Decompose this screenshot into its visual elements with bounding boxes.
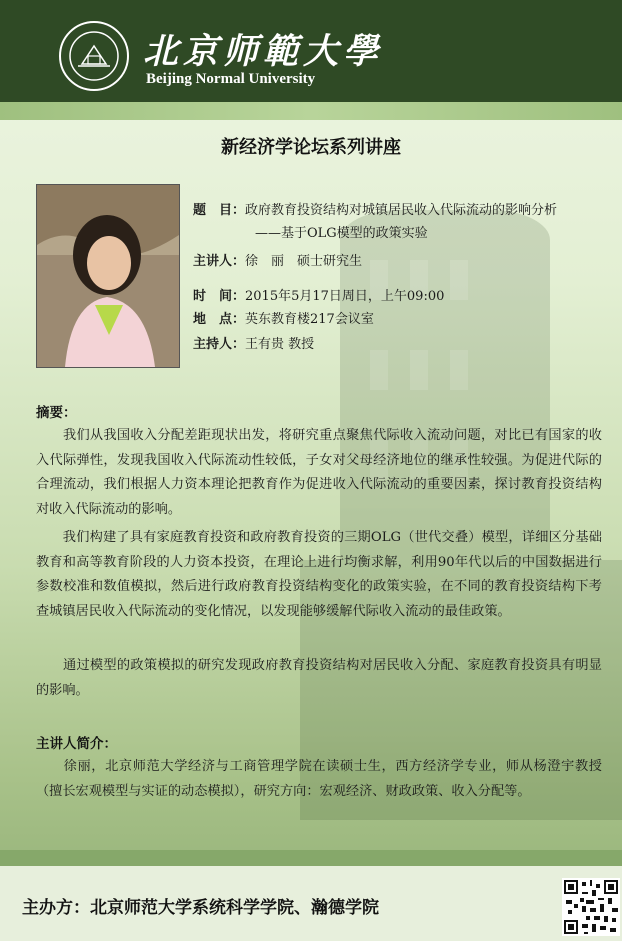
university-name-en: Beijing Normal University xyxy=(146,71,316,87)
speaker-row xyxy=(193,250,362,269)
lecture-series-title: 新经济学论坛系列讲座 xyxy=(221,137,401,158)
time-row xyxy=(193,285,444,304)
bio-heading: 主讲人简介： xyxy=(36,736,117,752)
speaker-value: 徐 丽 硕士研究生 xyxy=(245,254,363,269)
organizer-text: 主办方：北京师范大学系统科学学院、瀚德学院 xyxy=(22,898,379,918)
host-label: 主持人： xyxy=(193,337,246,352)
speaker-photo-image xyxy=(37,185,179,367)
topic-row xyxy=(193,199,557,218)
speaker-photo xyxy=(36,184,180,368)
speaker-label: 主讲人： xyxy=(193,254,246,269)
abstract-paragraph-3: 通过模型的政策模拟的研究发现政府教育投资结构对居民收入分配、家庭教育投资具有明显的影响。 xyxy=(36,658,602,698)
abstract-paragraph-1: 我们从我国收入分配差距现状出发，将研究重点聚焦代际收入流动问题，对比已有国家的收入代际弹性，发现我国收入代际流动性较低，子女对父母经济地位的继承性较强。为促进代际的合理流动，我们根据人力资本理论把教育作为促进收入代际流动的重要因素，探讨教育投资结构对收入代际流动的影响。 xyxy=(36,428,602,517)
host-row xyxy=(193,333,314,352)
place-value: 英东教育楼217会议室 xyxy=(245,312,374,327)
topic-value: 政府教育投资结构对城镇居民收入代际流动的影响分析 xyxy=(245,203,558,218)
abstract-paragraph-2: 我们构建了具有家庭教育投资和政府教育投资的三期OLG（世代交叠）模型，详细区分基础教育和高等教育阶段的人力资本投资，在理论上进行均衡求解，利用90年代以后的中国数据进行参数校准和数值模拟，然后进行政府教育投资结构变化的政策实验，在不同的教育投资结构下考查城镇居民收入代际流动的变化情况，以发现能够缓解代际收入流动的最佳政策。 xyxy=(36,530,602,619)
abstract-heading: 摘要： xyxy=(36,405,77,421)
header-accent-band xyxy=(0,102,622,120)
host-value: 王有贵 教授 xyxy=(245,337,315,352)
topic-label: 题 目： xyxy=(193,203,246,218)
qr-code xyxy=(562,878,620,936)
footer-accent-band xyxy=(0,850,622,866)
time-label: 时 间： xyxy=(193,289,246,304)
place-row xyxy=(193,308,374,327)
place-label: 地 点： xyxy=(193,312,246,327)
university-seal-logo xyxy=(58,20,130,92)
time-value: 2015年5月17日周日，上午09:00 xyxy=(245,289,445,304)
university-name-cn: 北京师範大學 xyxy=(143,31,384,72)
bio-paragraph: 徐丽，北京师范大学经济与工商管理学院在读硕士生，西方经济学专业，师从杨澄宇教授（擅长宏观模型与实证的动态模拟），研究方向：宏观经济、财政政策、收入分配等。 xyxy=(36,759,602,799)
topic-subtitle: ——基于OLG模型的政策实验 xyxy=(255,226,428,241)
